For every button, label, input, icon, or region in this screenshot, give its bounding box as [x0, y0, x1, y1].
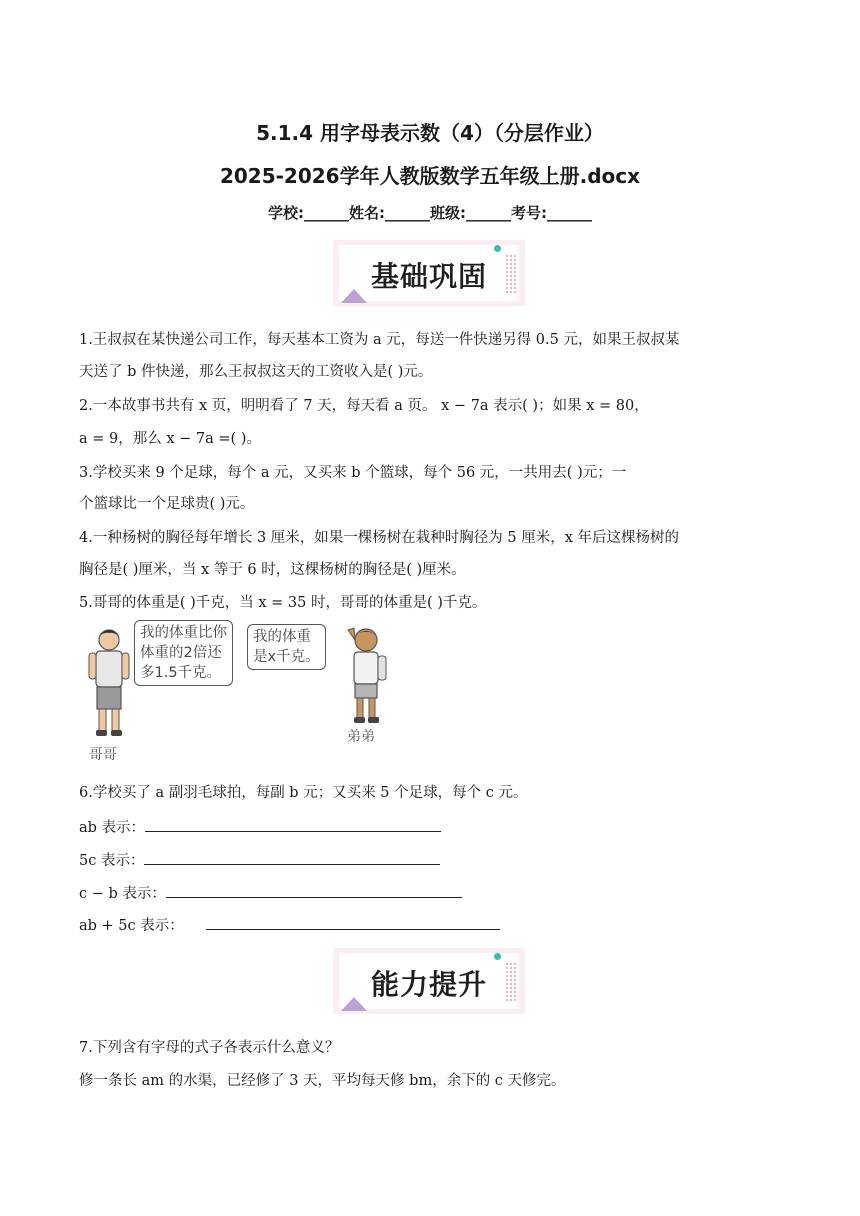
dot-decoration-icon: [494, 953, 501, 960]
question-4-line-2: 胸径是( )厘米，当 x 等于 6 时，这棵杨树的胸径是( )厘米。: [79, 562, 466, 578]
exam-number-field: 考号:______: [511, 204, 592, 222]
page-title: 5.1.4 用字母表示数（4）（分层作业）: [256, 121, 604, 145]
question-6-cb: [79, 883, 462, 904]
q6-5c-label: 5c 表示：: [79, 853, 145, 869]
question-1-line-2: 天送了 b 件快递，那么王叔叔这天的工资收入是( )元。: [79, 364, 433, 380]
answer-blank[interactable]: [145, 817, 441, 832]
section-title-advanced: 能力提升: [370, 968, 487, 1001]
student-info-line: [0, 202, 860, 223]
question-6-5c: [79, 850, 440, 871]
speech-bubble-younger-brother: 我的体重 是x千克。: [247, 624, 326, 670]
section-banner-basic: [333, 240, 525, 306]
question-7-line-2: 修一条长 am 的水渠，已经修了 3 天，平均每天修 bm，余下的 c 天修完。: [79, 1073, 566, 1089]
question-2-line-2: a = 9，那么 x − 7a =( )。: [79, 431, 261, 447]
section-banner-advanced: [333, 948, 525, 1014]
question-6-sum: [79, 915, 500, 936]
question-3-line-1: 3.学校买来 9 个足球，每个 a 元，又买来 b 个篮球，每个 56 元，一共用去( )元；一: [79, 465, 627, 481]
q6-cb-label: c − b 表示：: [79, 886, 166, 902]
question-5-line-1: 5.哥哥的体重是( )千克，当 x = 35 时，哥哥的体重是( )千克。: [79, 595, 487, 611]
question-6-ab: [79, 817, 441, 838]
page-subtitle: 2025-2026学年人教版数学五年级上册.docx: [219, 164, 641, 188]
question-6-line: 6.学校买了 a 副羽毛球拍，每副 b 元；又买来 5 个足球，每个 c 元。: [79, 785, 528, 801]
q6-ab-label: ab 表示：: [79, 820, 146, 836]
question-3-line-2: 个篮球比一个足球贵( )元。: [79, 496, 255, 512]
answer-blank[interactable]: [166, 883, 462, 898]
speech-bubble-older-brother: 我的体重比你 体重的2倍还 多1.5千克。: [134, 620, 233, 686]
dot-decoration-icon: [494, 245, 501, 252]
school-field: 学校:______: [268, 204, 349, 222]
younger-brother-figure-icon: [344, 626, 394, 731]
question-4-line-1: 4.一种杨树的胸径每年增长 3 厘米，如果一棵杨树在栽种时胸径为 5 厘米，x 年后这棵杨树的: [79, 530, 680, 546]
section-title-basic: 基础巩固: [370, 260, 487, 293]
question-7-line-1: 7.下列含有字母的式子各表示什么意义？: [79, 1040, 340, 1056]
question-2-line-1: 2.一本故事书共有 x 页，明明看了 7 天，每天看 a 页。 x − 7a 表示( )；如果 x = 80，: [79, 398, 649, 414]
caption-younger-brother: 弟弟: [347, 729, 375, 745]
caption-older-brother: 哥哥: [89, 747, 117, 763]
name-field: 姓名:______: [349, 204, 430, 222]
class-field: 班级:______: [430, 204, 511, 222]
question-1-line-1: 1.王叔叔在某快递公司工作，每天基本工资为 a 元，每送一件快递另得 0.5 元，如果王叔叔某: [79, 332, 680, 348]
answer-blank[interactable]: [144, 850, 440, 865]
question-5-illustration: [79, 620, 409, 770]
q6-sum-label: ab + 5c 表示：: [79, 918, 184, 934]
answer-blank[interactable]: [206, 915, 500, 930]
